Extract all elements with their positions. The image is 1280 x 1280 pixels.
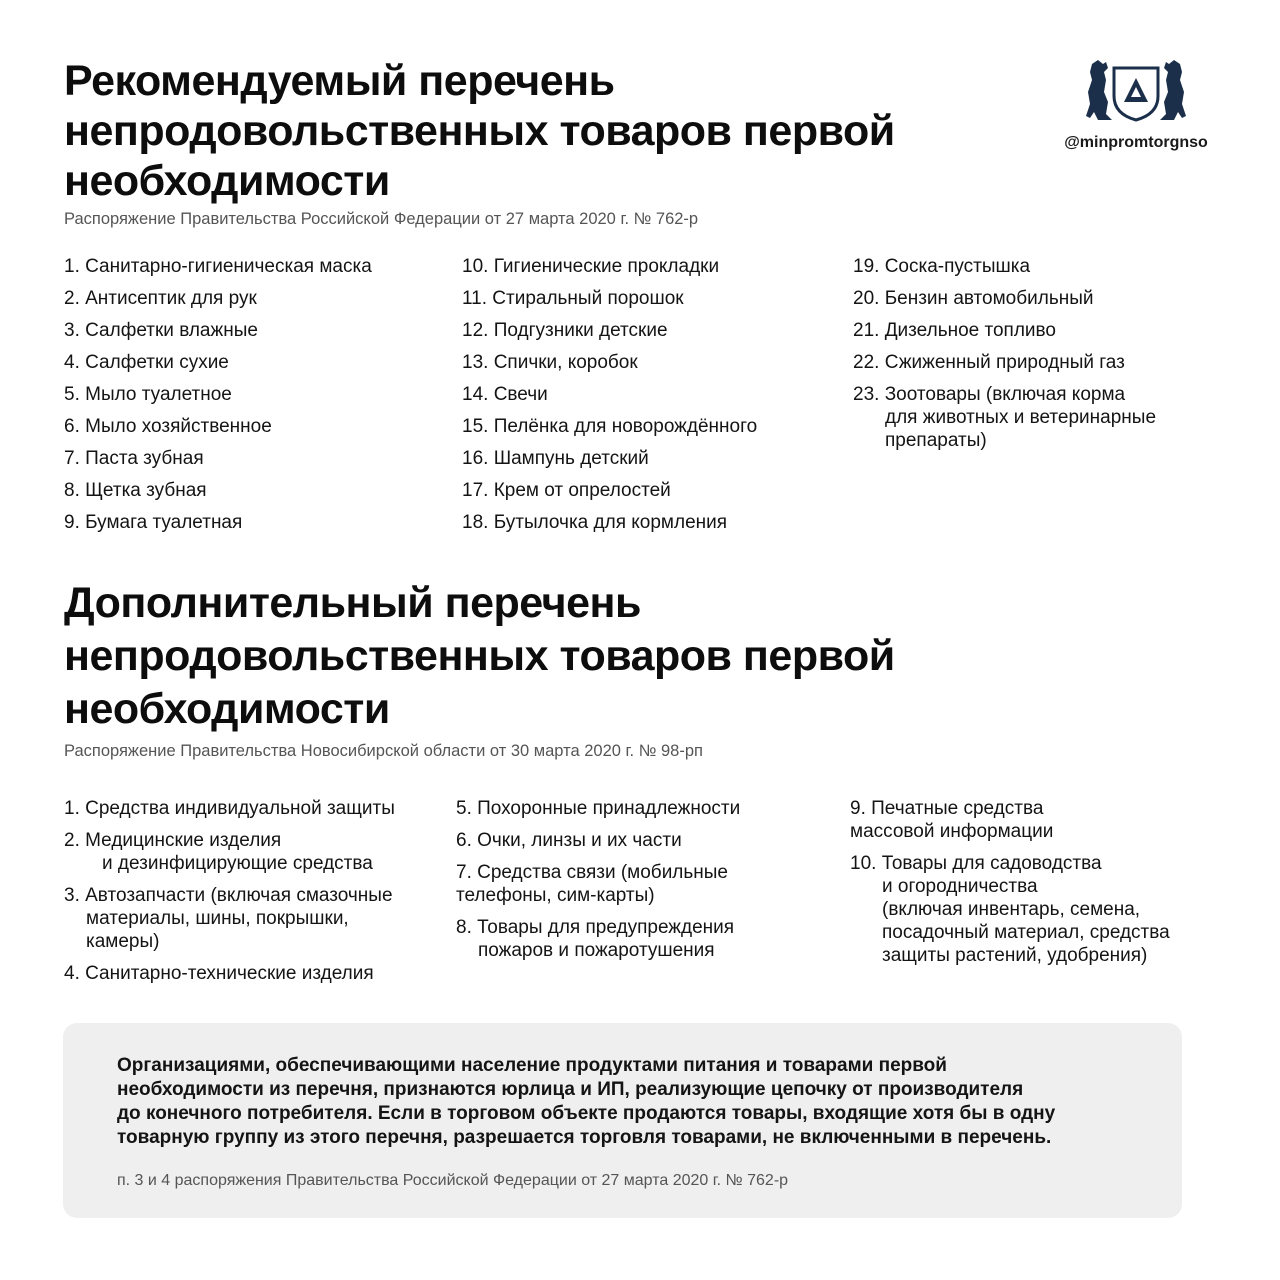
- list-item: 8. Товары для предупреждения пожаров и пожаротушения: [456, 917, 735, 961]
- section2-column-2: [456, 797, 740, 971]
- list-item: 11. Стиральный порошок: [462, 288, 684, 309]
- account-handle: @minpromtorgnso: [1064, 134, 1208, 151]
- section1-column-1: [64, 255, 372, 543]
- section1-title: Рекомендуемый перечень непродовольственных товаров первой необходимости: [64, 57, 895, 205]
- list-item: 9. Печатные средства массовой информации: [850, 798, 1054, 842]
- section2-column-1: [64, 797, 395, 994]
- list-item: 3. Салфетки влажные: [64, 320, 258, 341]
- list-item: 21. Дизельное топливо: [853, 320, 1056, 341]
- list-item: 4. Санитарно-технические изделия: [64, 963, 374, 984]
- notice-source: п. 3 и 4 распоряжения Правительства Российской Федерации от 27 марта 2020 г. № 762-р: [117, 1172, 789, 1189]
- list-item: 6. Очки, линзы и их части: [456, 830, 682, 851]
- list-item: 1. Санитарно-гигиеническая маска: [64, 256, 372, 277]
- list-item: 1. Средства индивидуальной защиты: [64, 798, 395, 819]
- list-item: 3. Автозапчасти (включая смазочные материалы, шины, покрышки, камеры): [64, 885, 393, 952]
- notice-text: Организациями, обеспечивающими население продуктами питания и товарами первой необходимости из перечня, признаются юрлица и ИП, реализующие цепочку от производителя до конечного потребителя. Если в торговом объекте продаются товары, входящие хотя бы в одну товарную группу из этого перечня, разрешается торговля товарами, не включенными в перечень.: [117, 1055, 1056, 1148]
- list-item: 13. Спички, коробок: [462, 352, 638, 373]
- list-item: 9. Бумага туалетная: [64, 512, 243, 533]
- list-item: 20. Бензин автомобильный: [853, 288, 1094, 309]
- notice-box: [63, 1023, 1182, 1218]
- list-item: 7. Паста зубная: [64, 448, 204, 469]
- list-item: 17. Крем от опрелостей: [462, 480, 671, 501]
- list-item: 4. Салфетки сухие: [64, 352, 229, 373]
- list-item: 6. Мыло хозяйственное: [64, 416, 272, 437]
- list-item: 2. Антисептик для рук: [64, 288, 257, 309]
- list-item: 19. Соска-пустышка: [853, 256, 1031, 277]
- list-item: 18. Бутылочка для кормления: [462, 512, 728, 533]
- list-item: 10. Гигиенические прокладки: [462, 256, 720, 277]
- list-item: 22. Сжиженный природный газ: [853, 352, 1125, 373]
- list-item: 7. Средства связи (мобильные телефоны, сим-карты): [456, 862, 729, 906]
- list-item: 23. Зоотовары (включая корма для животных и ветеринарные препараты): [853, 384, 1157, 451]
- section1-column-3: [853, 255, 1156, 461]
- section2-title: Дополнительный перечень непродовольственных товаров первой необходимости: [64, 579, 895, 733]
- logo: [1056, 56, 1216, 156]
- list-item: 16. Шампунь детский: [462, 448, 649, 469]
- list-item: 14. Свечи: [462, 384, 548, 405]
- section1-source: Распоряжение Правительства Российской Федерации от 27 марта 2020 г. № 762-р: [64, 210, 699, 228]
- section2-column-3: [850, 797, 1170, 976]
- list-item: 5. Мыло туалетное: [64, 384, 232, 405]
- list-item: 12. Подгузники детские: [462, 320, 668, 341]
- list-item: 15. Пелёнка для новорождённого: [462, 416, 758, 437]
- list-item: 8. Щетка зубная: [64, 480, 207, 501]
- list-item: 2. Медицинские изделия и дезинфицирующие средства: [64, 830, 373, 874]
- list-item: 10. Товары для садоводства и огородничества (включая инвентарь, семена, посадочный материал, средства защиты растений, удобрения): [850, 853, 1170, 966]
- list-item: 5. Похоронные принадлежности: [456, 798, 741, 819]
- section2-source: Распоряжение Правительства Новосибирской области от 30 марта 2020 г. № 98-рп: [64, 742, 703, 760]
- section1-column-2: [462, 255, 757, 543]
- coat-of-arms-icon: [1084, 58, 1188, 124]
